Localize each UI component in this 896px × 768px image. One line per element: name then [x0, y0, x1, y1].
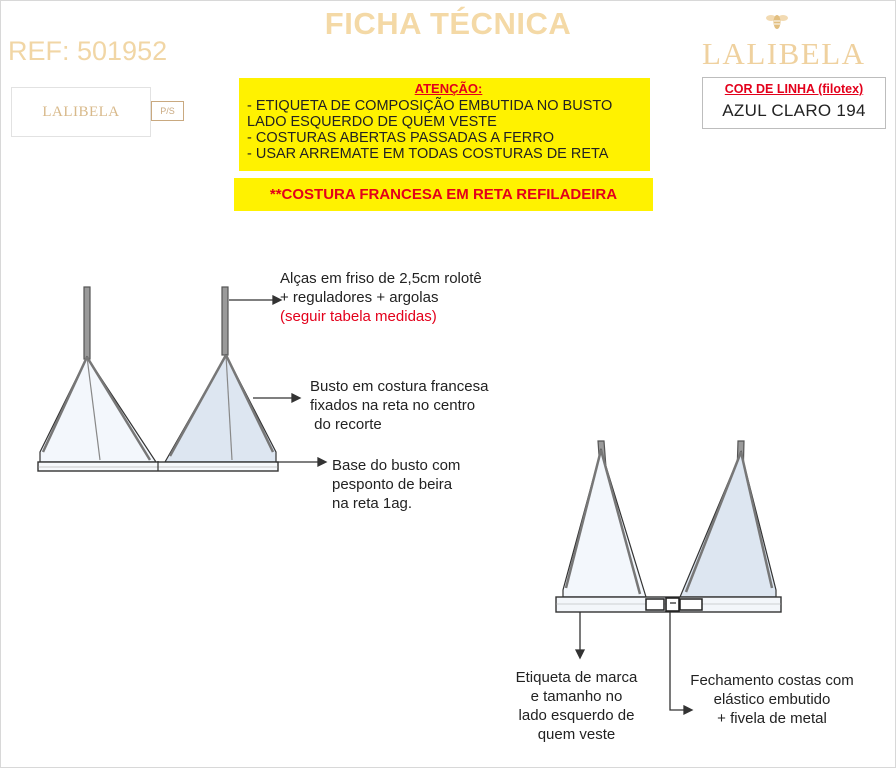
bust-note-line: Busto em costura francesa [310, 378, 489, 395]
bra-back-drawing [556, 441, 781, 612]
brand-label-note-line: Etiqueta de marca [515, 669, 638, 686]
attention-line: LADO ESQUERDO DE QUEM VESTE [247, 114, 497, 130]
brand-logo: LALIBELA [702, 36, 866, 71]
bra-front-drawing [38, 287, 278, 471]
straps-note [280, 269, 482, 326]
closure-note-line: elástico embutido [713, 691, 831, 708]
size-tab: P/S [151, 101, 184, 121]
attention-line: - ETIQUETA DE COMPOSIÇÃO EMBUTIDA NO BUSTO [247, 98, 613, 114]
label-sample: LALIBELA [11, 87, 151, 137]
bust-note-line: fixados na reta no centro [310, 397, 476, 414]
brand-label-note [504, 668, 649, 744]
closure-note-line: + fivela de metal [717, 710, 827, 727]
bust-note [310, 377, 488, 434]
straps-table-note: (seguir tabela medidas) [280, 308, 437, 325]
closure-note-line: Fechamento costas com [690, 672, 854, 689]
base-note-line: na reta 1ag. [332, 495, 413, 512]
straps-note-line: Alças em friso de 2,5cm rolotê [280, 270, 482, 287]
attention-line: - COSTURAS ABERTAS PASSADAS A FERRO [247, 130, 554, 146]
brand-label-note-line: lado esquerdo de [518, 707, 635, 724]
base-note-line: pesponto de beira [332, 476, 453, 493]
base-note [332, 456, 460, 513]
attention-line: - USAR ARREMATE EM TODAS COSTURAS DE RETA [247, 146, 609, 162]
french-seam-note: **COSTURA FRANCESA EM RETA REFILADEIRA [234, 178, 653, 211]
bust-note-line: do recorte [310, 416, 382, 433]
closure-note [674, 671, 870, 728]
reference-number: REF: 501952 [8, 36, 168, 66]
thread-color-value: AZUL CLARO 194 [722, 101, 866, 120]
page-title: FICHA TÉCNICA [324, 6, 572, 41]
brand-label-note-line: e tamanho no [530, 688, 623, 705]
straps-note-line: + reguladores + argolas [280, 289, 439, 306]
attention-heading: ATENÇÃO: [414, 81, 483, 96]
base-note-line: Base do busto com [332, 457, 461, 474]
brand-label-note-line: quem veste [537, 726, 616, 743]
thread-color-label: COR DE LINHA (filotex) [724, 82, 864, 96]
